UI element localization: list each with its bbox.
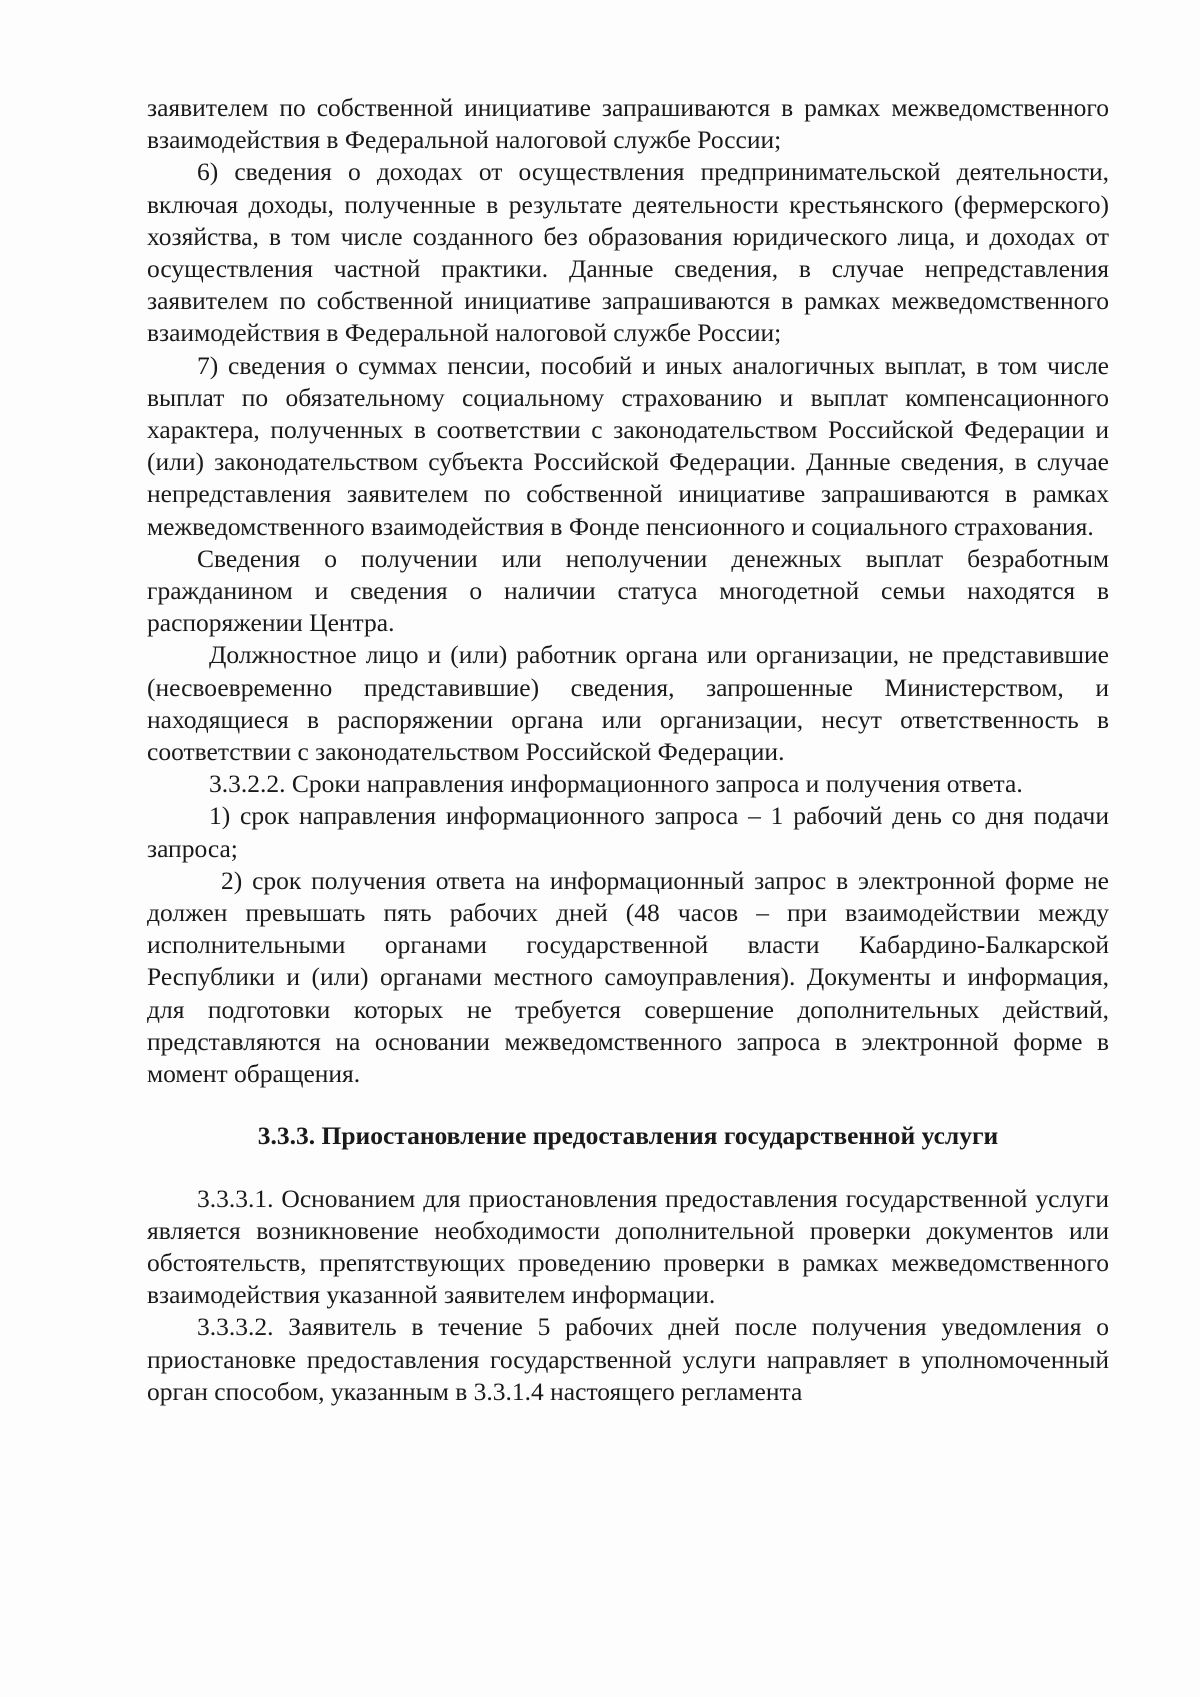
paragraph-deadline-1: 1) срок направления информационного запроса – 1 рабочий день со дня подачи запроса; [147, 801, 1109, 863]
section-heading: 3.3.3. Приостановление предоставления государственной услуги [257, 1121, 999, 1151]
paragraph-3-3-3-2: 3.3.3.2. Заявитель в течение 5 рабочих дней после получения уведомления о приостановке предоставления государственной услуги направляет в уполномоченный орган способом, указанным в 3.3.1.4 настоящего регламента [147, 1312, 1109, 1406]
paragraph-responsibility: Должностное лицо и (или) работник органа или организации, не представившие (несвоевременно представившие) сведения, запрошенные Министерством, и находящиеся в распоряжении органа или организации, несут ответственность в соответствии с законодательством Российской Федерации. [147, 640, 1109, 767]
paragraph-3-3-3-1: 3.3.3.1. Основанием для приостановления предоставления государственной услуги является возникновение необходимости дополнительной проверки документов или обстоятельств, препятствующих проведению проверки в рамках межведомственного взаимодействия указанной заявителем информации. [147, 1183, 1109, 1310]
paragraph-3-3-2-2: 3.3.2.2. Сроки направления информационного запроса и получения ответа. [209, 769, 1023, 799]
paragraph-item-6: 6) сведения о доходах от осуществления предпринимательской деятельности, включая доходы, полученные в результате деятельности крестьянского (фермерского) хозяйства, в том числе созданного без образования юридического лица, и доходах от осуществления частной практики. Данные сведения, в случае непредставления заявителем по собственной инициативе запрашиваются в рамках межведомственного взаимодействия в Федеральной налоговой службе России; [147, 157, 1109, 348]
paragraph-center-info: Сведения о получении или неполучении денежных выплат безработным гражданином и сведения о наличии статуса многодетной семьи находятся в распоряжении Центра. [147, 543, 1109, 638]
paragraph-continuation: заявителем по собственной инициативе запрашиваются в рамках межведомственного взаимодействия в Федеральной налоговой службе России; [147, 93, 1109, 155]
paragraph-item-7: 7) сведения о суммах пенсии, пособий и иных аналогичных выплат, в том числе выплат по обязательному социальному страхованию и выплат компенсационного характера, полученных в соответствии с законодательством Российской Федерации и (или) законодательством субъекта Российской Федерации. Данные сведения, в случае непредставления заявителем по собственной инициативе запрашиваются в рамках межведомственного взаимодействия в Фонде пенсионного и социального страхования. [147, 350, 1109, 541]
paragraph-deadline-2: 2) срок получения ответа на информационный запрос в электронной форме не должен превышать пять рабочих дней (48 часов – при взаимодействии между исполнительными органами государственной власти Кабардино-Балкарской Республики и (или) органами местного самоуправления). Документы и информация, для подготовки которых не требуется совершение дополнительных действий, представляются на основании межведомственного запроса в электронной форме в момент обращения. [147, 865, 1109, 1089]
document-body [147, 92, 1109, 1408]
